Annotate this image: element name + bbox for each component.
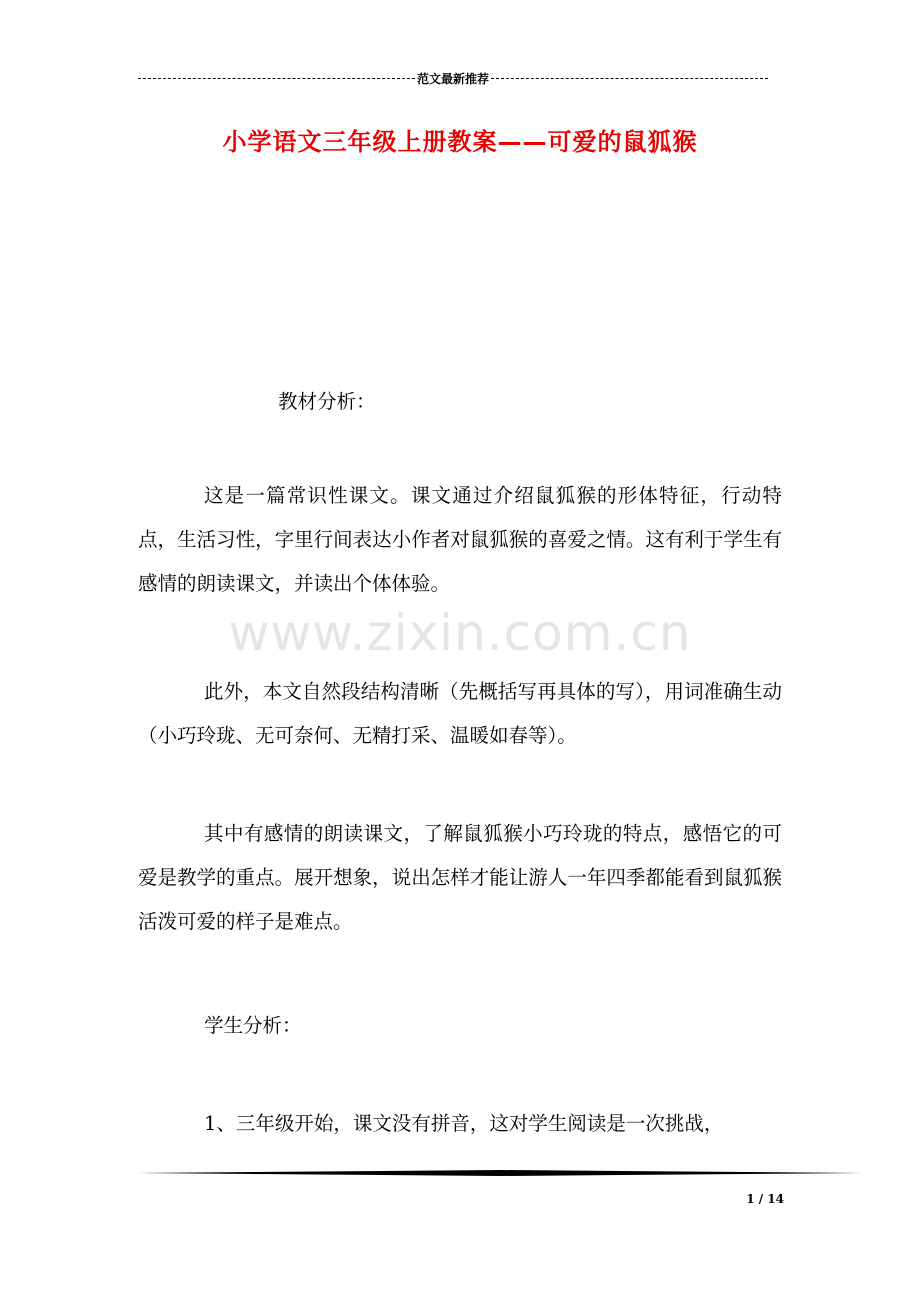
paragraph-3: 其中有感情的朗读课文，了解鼠狐猴小巧玲珑的特点，感悟它的可爱是教学的重点。展开想象，说出怎样才能让游人一年四季都能看到鼠狐猴活泼可爱的样子是难点。 [138, 822, 782, 933]
document-title: 小学语文三年级上册教案——可爱的鼠狐猴 [222, 128, 698, 156]
paragraph-2: 此外，本文自然段结构清晰（先概括写再具体的写），用词准确生动（小巧玲珑、无可奈何、无精打采、温暖如春等）。 [138, 680, 782, 747]
paragraph-4: 1、三年级开始，课文没有拼音，这对学生阅读是一次挑战， [204, 1112, 724, 1135]
section-heading-student-analysis: 学生分析： [204, 1014, 302, 1037]
section-heading-textbook-analysis: 教材分析： [278, 390, 376, 413]
page-number: 1 / 14 [746, 1192, 784, 1206]
watermark: www.zixin.com.cn [228, 604, 692, 662]
paragraph-1: 这是一篇常识性课文。课文通过介绍鼠狐猴的形体特征，行动特点，生活习性，字里行间表达小作者对鼠狐猴的喜爱之情。这有利于学生有感情的朗读课文，并读出个体体验。 [138, 484, 782, 595]
page-header [138, 68, 768, 88]
header-dash-left [138, 78, 415, 79]
footer-divider [138, 1170, 864, 1176]
header-text: 范文最新推荐 [417, 71, 490, 86]
header-dash-right [491, 78, 768, 79]
